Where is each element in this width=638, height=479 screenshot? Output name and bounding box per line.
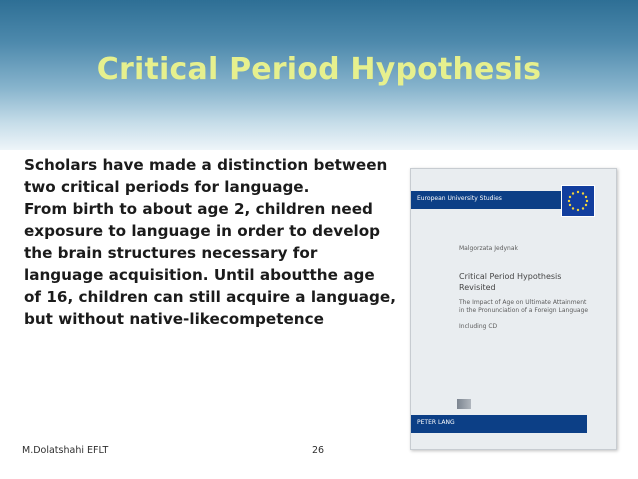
cover-includes: Including CD xyxy=(459,323,498,330)
body-line: From birth to about age 2, children need xyxy=(24,200,373,218)
body-line: Scholars have made a distinction between xyxy=(24,156,388,174)
body-line: two critical periods for language. xyxy=(24,178,310,196)
series-label: European University Studies xyxy=(417,195,502,202)
body-text xyxy=(24,154,416,330)
footer-author: M.Dolatshahi EFLT xyxy=(22,445,109,456)
page-number: 26 xyxy=(312,445,325,456)
body-line: the brain structures necessary for xyxy=(24,244,318,262)
book-cover-image xyxy=(410,168,617,450)
publisher-label: PETER LANG xyxy=(417,419,455,426)
body-line: language acquisition. Until aboutthe age xyxy=(24,266,375,284)
eu-flag-icon xyxy=(561,185,595,217)
publisher-bar xyxy=(411,415,587,433)
body-line: but without native-likecompetence xyxy=(24,310,324,328)
eu-stars-icon xyxy=(562,186,594,216)
cover-title-2: Revisited xyxy=(459,283,496,292)
body-line: exposure to language in order to develop xyxy=(24,222,381,240)
cover-subtitle-2: in the Pronunciation of a Foreign Language xyxy=(459,307,589,314)
body-line: of 16, children can still acquire a language, xyxy=(24,288,396,306)
cover-author: Malgorzata Jedynak xyxy=(459,245,519,252)
cover-title-1: Critical Period Hypothesis xyxy=(459,272,562,281)
slide-title: Critical Period Hypothesis xyxy=(96,52,542,87)
publisher-logo-icon xyxy=(457,399,471,409)
cover-subtitle-1: The Impact of Age on Ultimate Attainment xyxy=(459,299,587,306)
